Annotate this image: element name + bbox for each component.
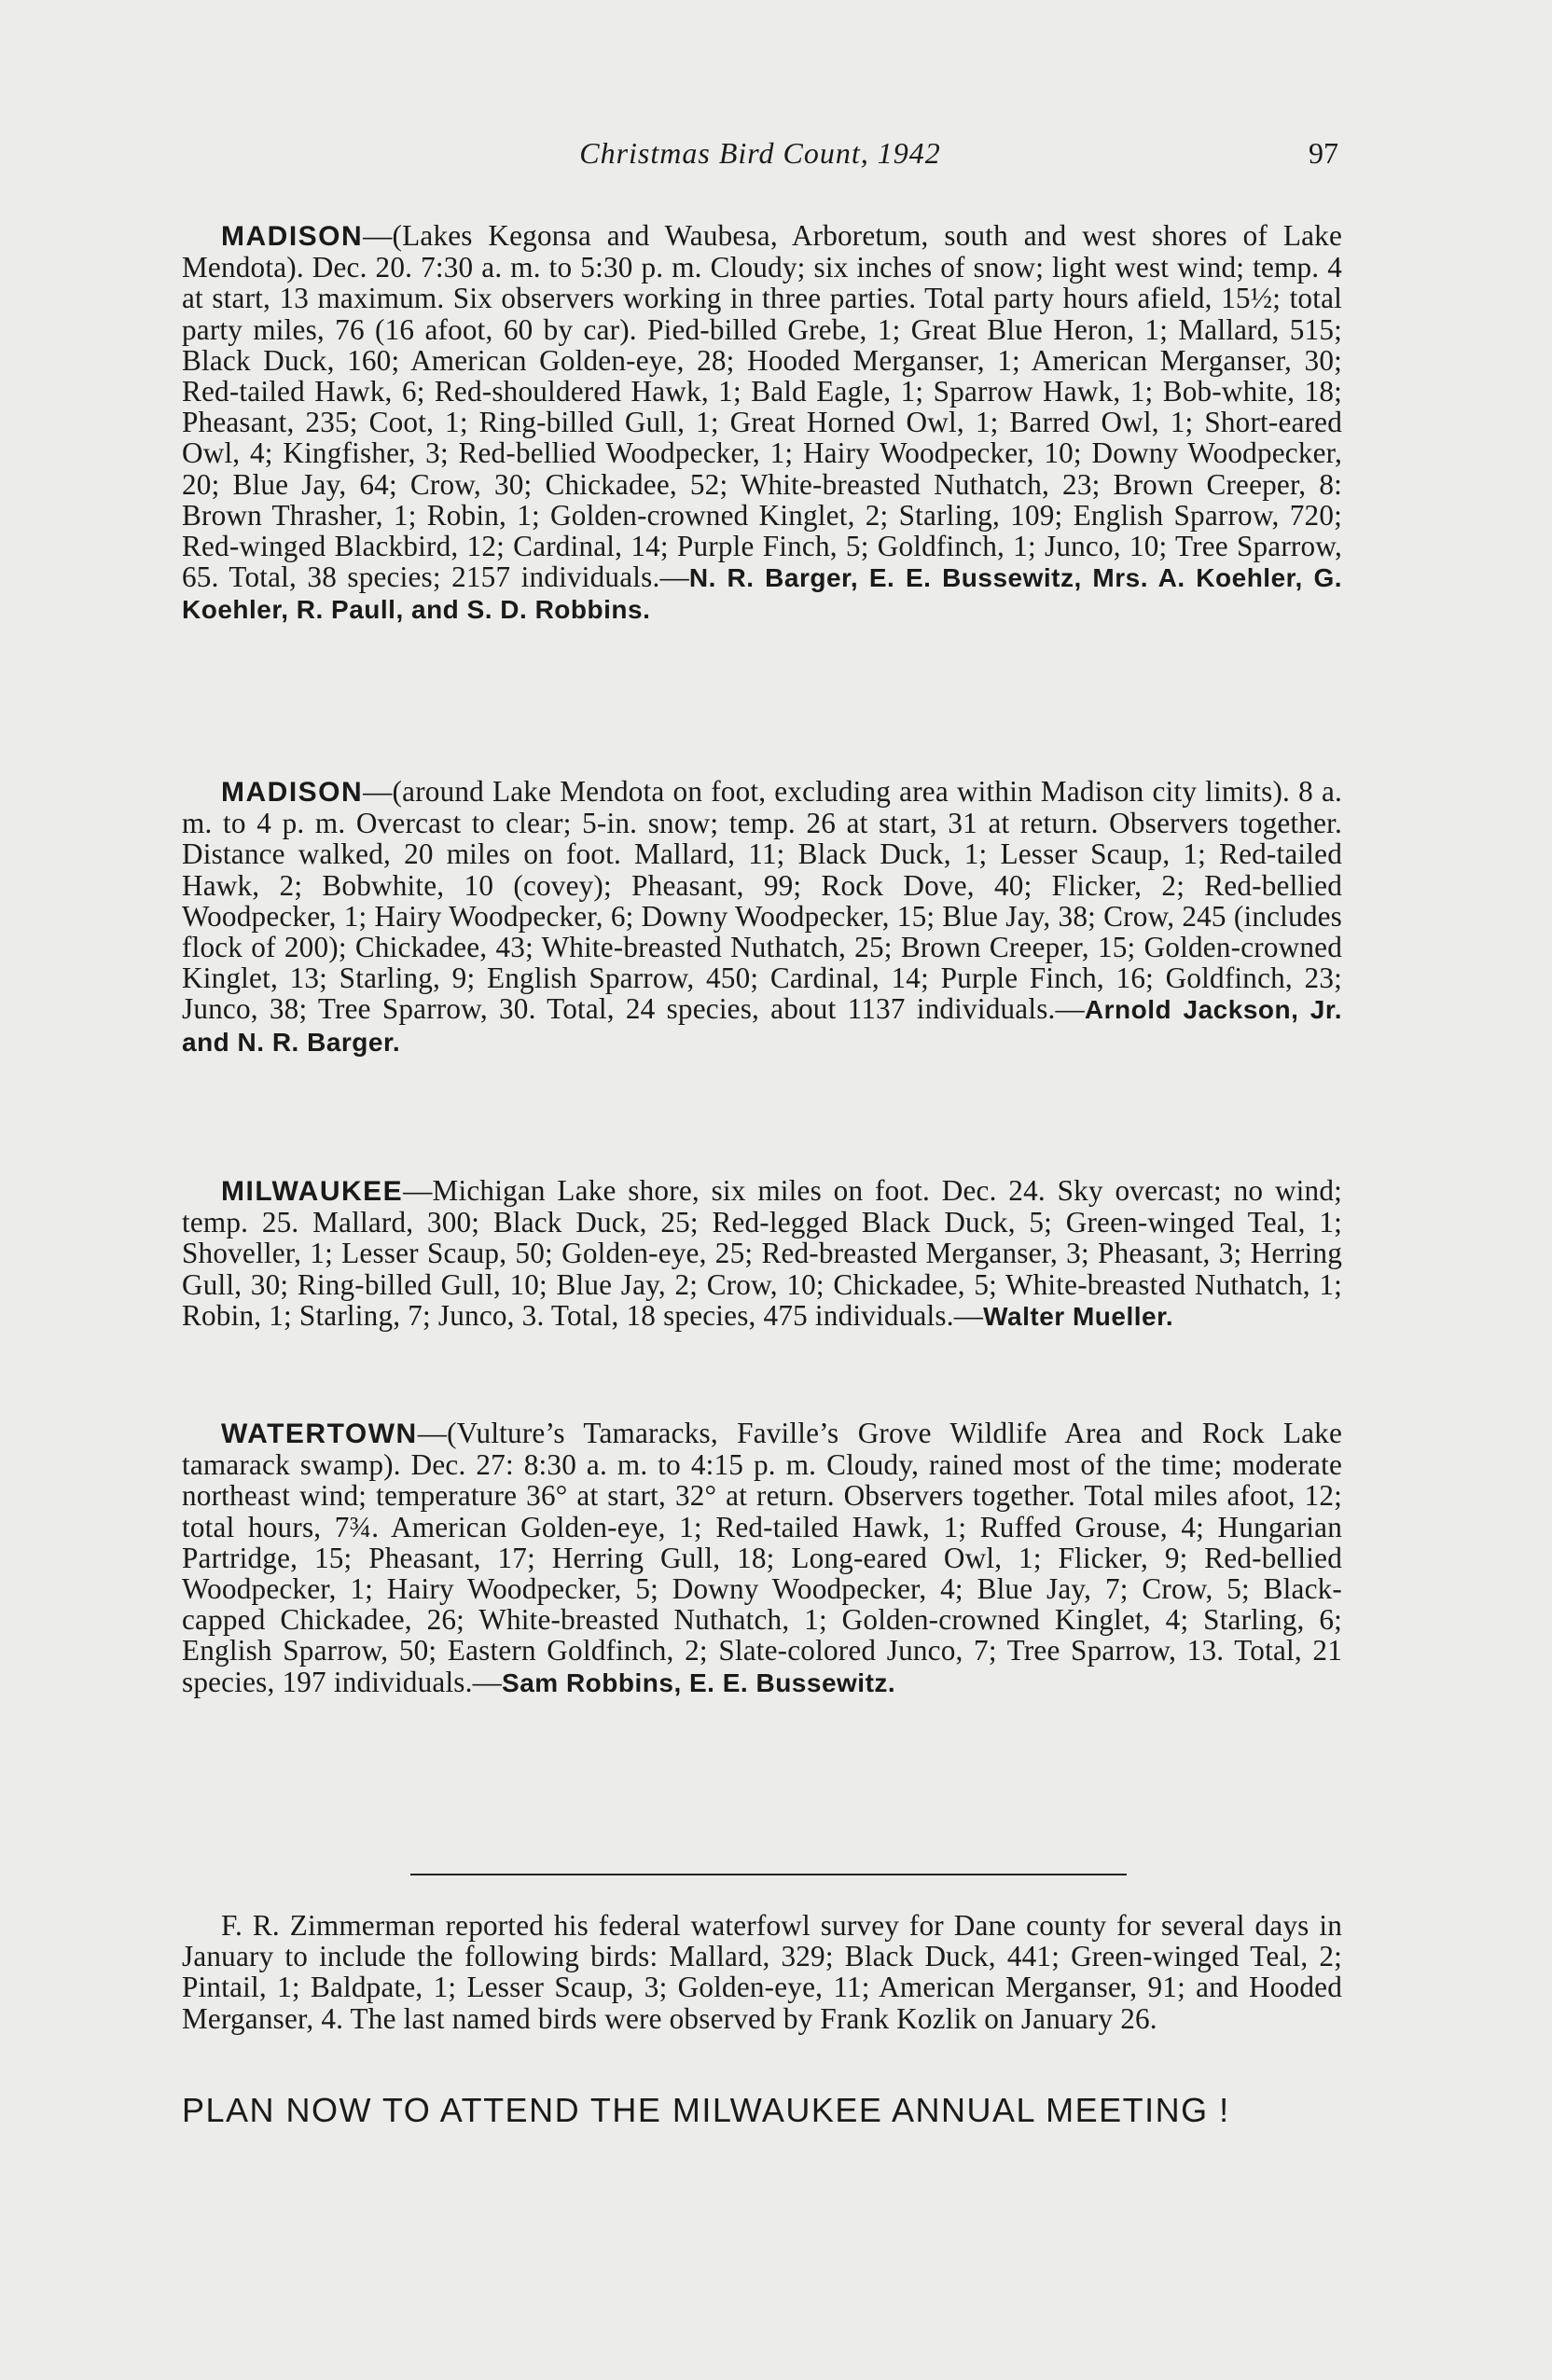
entry-observers: Arnold Jackson, Jr. and N. R. Barger. (182, 995, 1342, 1057)
page-number: 97 (1309, 136, 1338, 170)
entry-location: MADISON (221, 221, 364, 252)
page-title: Christmas Bird Count, 1942 (579, 136, 941, 170)
entry-observers: N. R. Barger, E. E. Bussewitz, Mrs. A. Koehler, G. Koehler, R. Paull, and S. D. Robbins. (182, 563, 1342, 625)
entry-observers: Walter Mueller. (983, 1301, 1174, 1331)
entry-location: MADISON (221, 777, 364, 808)
count-entry-madison-2 (182, 776, 1342, 1058)
count-entry-watertown (182, 1418, 1342, 1698)
count-entry-milwaukee (182, 1175, 1342, 1332)
count-entry-madison-1 (182, 220, 1342, 626)
entry-location: WATERTOWN (221, 1418, 418, 1449)
entry-body: —Michigan Lake shore, six miles on foot. Dec. 24. Sky overcast; no wind; temp. 25. Mallard, 300; Black Duck, 25; Red-legged Black Duck, 5; Green-winged Teal, 1; Shoveller, 1; Lesser Scaup, 50; Golden-eye, 25; Red-breasted Merganser, 3; Pheasant, 3; Herring Gull, 30; Ring-billed Gull, 10; Blue Jay, 2; Crow, 10; Chickadee, 5; White-breasted Nuthatch, 1; Robin, 1; Starling, 7; Junco, 3. Total, 18 species, 475 individuals.— (182, 1174, 1342, 1332)
entry-body: —(around Lake Mendota on foot, excluding area within Madison city limits). 8 a. m. to 4 p. m. Overcast to clear; 5-in. snow; temp. 26 at start, 31 at return. Observers together. Distance walked, 20 miles on foot. Mallard, 11; Black Duck, 1; Lesser Scaup, 1; Red-tailed Hawk, 2; Bobwhite, 10 (covey); Pheasant, 99; Rock Dove, 40; Flicker, 2; Red-bellied Woodpecker, 1; Hairy Woodpecker, 6; Downy Woodpecker, 15; Blue Jay, 38; Crow, 245 (includes flock of 200); Chickadee, 43; White-breasted Nuthatch, 25; Brown Creeper, 15; Golden-crowned Kinglet, 13; Starling, 9; English Sparrow, 450; Cardinal, 14; Purple Finch, 16; Goldfinch, 23; Junco, 38; Tree Sparrow, 30. Total, 24 species, about 1137 individuals.— (182, 775, 1342, 1026)
meeting-announcement: PLAN NOW TO ATTEND THE MILWAUKEE ANNUAL MEETING ! (182, 2091, 1230, 2129)
entry-observers: Sam Robbins, E. E. Bussewitz. (502, 1667, 896, 1697)
entry-body: —(Lakes Kegonsa and Waubesa, Arboretum, south and west shores of Lake Mendota). Dec. 20. 7:30 a. m. to 5:30 p. m. Cloudy; six inches of snow; light west wind; temp. 4 at start, 13 maximum. Six observers working in three parties. Total party hours afield, 15½; total party miles, 76 (16 afoot, 60 by car). Pied-billed Grebe, 1; Great Blue Heron, 1; Mallard, 515; Black Duck, 160; American Golden-eye, 28; Hooded Merganser, 1; American Merganser, 30; Red-tailed Hawk, 6; Red-shouldered Hawk, 1; Bald Eagle, 1; Sparrow Hawk, 1; Bob-white, 18; Pheasant, 235; Coot, 1; Ring-billed Gull, 1; Great Horned Owl, 1; Barred Owl, 1; Short-eared Owl, 4; Kingfisher, 3; Red-bellied Woodpecker, 1; Hairy Woodpecker, 10; Downy Woodpecker, 20; Blue Jay, 64; Crow, 30; Chickadee, 52; White-breasted Nuthatch, 23; Brown Creeper, 8: Brown Thrasher, 1; Robin, 1; Golden-crowned Kinglet, 2; Starling, 109; English Sparrow, 720; Red-winged Blackbird, 12; Cardinal, 14; Purple Finch, 5; Goldfinch, 1; Junco, 10; Tree Sparrow, 65. Total, 38 species; 2157 individuals.— (182, 219, 1342, 594)
entry-body: —(Vulture’s Tamaracks, Faville’s Grove Wildlife Area and Rock Lake tamarack swamp). Dec. 27: 8:30 a. m. to 4:15 p. m. Cloudy, rained most of the time; moderate northeast wind; temperature 36° at start, 32° at return. Observers together. Total miles afoot, 12; total hours, 7¾. American Golden-eye, 1; Red-tailed Hawk, 1; Ruffed Grouse, 4; Hungarian Partridge, 15; Pheasant, 17; Herring Gull, 18; Long-eared Owl, 1; Flicker, 9; Red-bellied Woodpecker, 1; Hairy Woodpecker, 5; Downy Woodpecker, 4; Blue Jay, 7; Crow, 5; Black-capped Chickadee, 26; White-breasted Nuthatch, 1; Golden-crowned Kinglet, 4; Starling, 6; English Sparrow, 50; Eastern Goldfinch, 2; Slate-colored Junco, 7; Tree Sparrow, 13. Total, 21 species, 197 individuals.— (182, 1417, 1342, 1698)
running-head (182, 136, 1338, 183)
waterfowl-survey-note: F. R. Zimmerman reported his federal waterfowl survey for Dane county for several days in January to include the following birds: Mallard, 329; Black Duck, 441; Green-winged Teal, 2; Pintail, 1; Baldpate, 1; Lesser Scaup, 3; Golden-eye, 11; American Merganser, 91; and Hooded Merganser, 4. The last named birds were observed by Frank Kozlik on January 26. (182, 1909, 1342, 2035)
section-divider (410, 1874, 1127, 1875)
entry-location: MILWAUKEE (221, 1176, 404, 1207)
